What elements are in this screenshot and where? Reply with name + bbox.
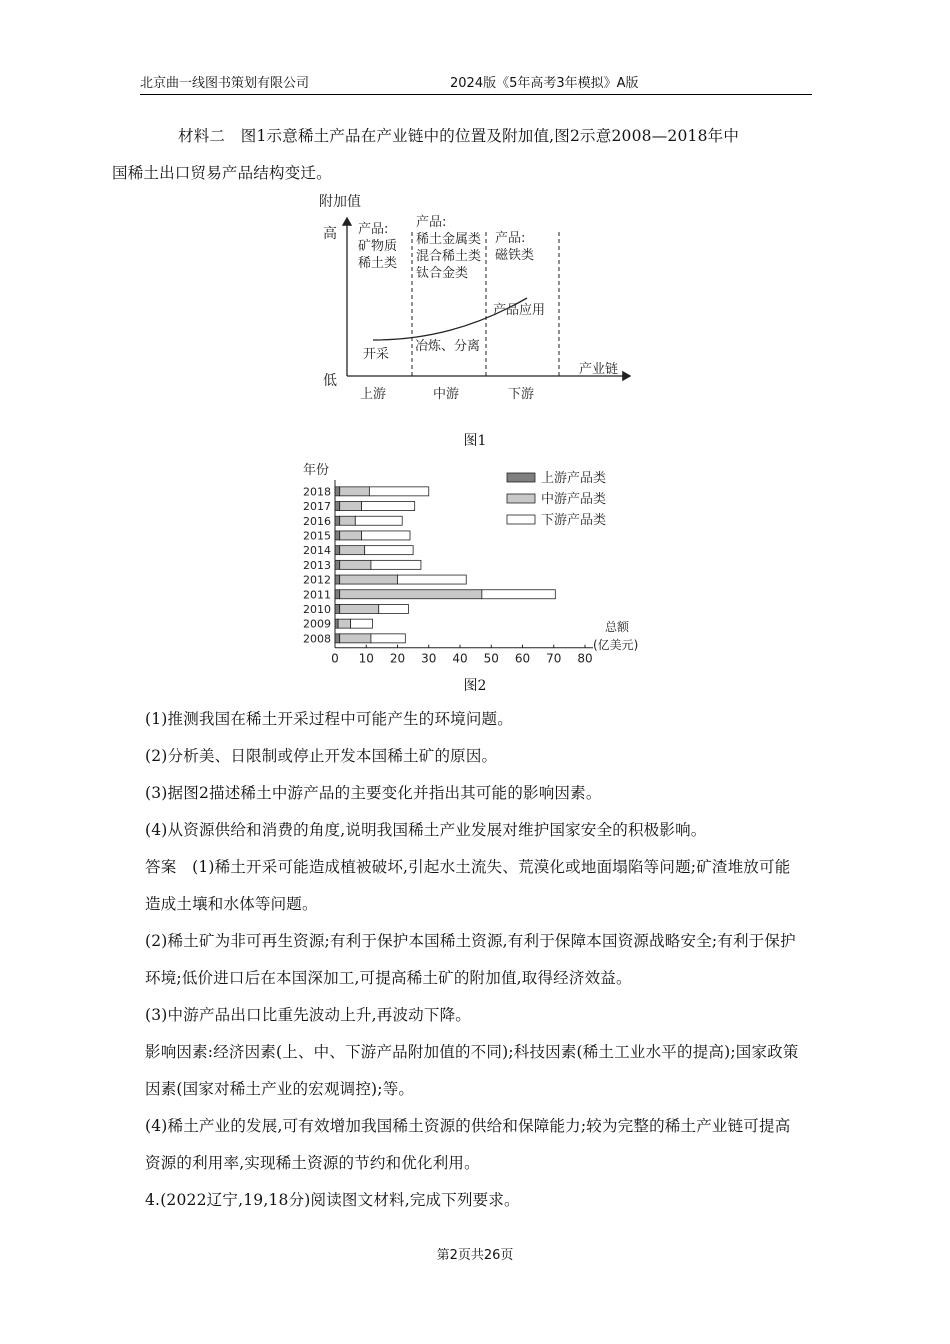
material-line-2: 国稀土出口贸易产品结构变迁。	[112, 164, 332, 182]
fig1-stage-downstream: 下游	[508, 387, 535, 402]
chart-legend	[507, 470, 606, 528]
x-tick-label: 40	[452, 651, 468, 666]
publisher-name: 北京曲一线图书策划有限公司	[140, 76, 310, 91]
bar-segment	[362, 502, 415, 511]
bar-segment	[379, 604, 409, 613]
fig1-up-line: 产品:	[358, 222, 389, 237]
bar-segment	[340, 502, 362, 511]
year-tick-label: 2013	[303, 558, 331, 572]
legend-label: 中游产品类	[541, 492, 607, 507]
year-tick-label: 2008	[303, 632, 331, 646]
answer-4: (4)稀土产业的发展,可有效增加我国稀土资源的供给和保障能力;较为完整的稀土产业链可提高资源的利用率,实现稀土资源的节约和优化利用。	[145, 1117, 791, 1172]
fig1-mid-line: 产品:	[416, 215, 447, 230]
answer-3: (3)中游产品出口比重先波动上升,再波动下降。	[145, 1006, 471, 1024]
fig1-high-label: 高	[323, 226, 337, 242]
x-tick-label: 50	[483, 651, 499, 666]
fig1-midstream-products	[416, 214, 481, 281]
year-tick-label: 2017	[303, 500, 331, 514]
x-tick-label: 70	[546, 651, 562, 666]
year-tick-label: 2015	[303, 529, 331, 543]
page-footer: 第2页共26页	[436, 1248, 514, 1263]
question-4: (4)从资源供给和消费的角度,说明我国稀土产业发展对维护国家安全的积极影响。	[145, 821, 707, 839]
figure-1-industry-chain	[315, 188, 645, 413]
fig1-downstream-products	[495, 230, 534, 263]
answer-3-factors: 影响因素:经济因素(上、中、下游产品附加值的不同);科技因素(稀土工业水平的提高);国家政策因素(国家对稀土产业的宏观调控);等。	[145, 1043, 799, 1098]
fig1-down-line: 产品:	[495, 231, 526, 246]
bar-segment	[340, 560, 371, 569]
legend-label: 下游产品类	[541, 513, 607, 528]
fig1-mid-line: 混合稀土类	[416, 249, 482, 264]
bar-segment	[340, 487, 370, 496]
fig1-application-label: 产品应用	[493, 303, 546, 318]
x-tick-label: 0	[331, 651, 339, 666]
question-2: (2)分析美、日限制或停止开发本国稀土矿的原因。	[145, 747, 498, 765]
fig1-caption: 图1	[463, 433, 487, 449]
legend-label: 上游产品类	[541, 471, 607, 486]
bar-segment	[335, 516, 340, 525]
next-question: 4.(2022辽宁,19,18分)阅读图文材料,完成下列要求。	[145, 1191, 520, 1209]
fig1-y-axis-label: 附加值	[319, 194, 361, 210]
bar-segment	[351, 619, 373, 628]
fig1-stage-midstream: 中游	[433, 387, 460, 402]
fig1-up-line: 矿物质	[358, 239, 398, 254]
bar-segment	[371, 634, 405, 643]
bar-segment	[340, 590, 482, 599]
bar-segment	[335, 590, 340, 599]
material-line-1: 材料二 图1示意稀土产品在产业链中的位置及附加值,图2示意2008—2018年中	[178, 127, 740, 145]
year-tick-label: 2009	[303, 617, 331, 631]
bar-segment	[340, 575, 398, 584]
x-tick-label: 30	[421, 651, 437, 666]
x-tick-label: 10	[358, 651, 374, 666]
answer-2: (2)稀土矿为非可再生资源;有利于保护本国稀土资源,有利于保障本国资源战略安全;有利于保护环境;低价进口后在本国深加工,可提高稀土矿的附加值,取得经济效益。	[145, 932, 796, 987]
fig1-smelting-label: 冶炼、分离	[415, 339, 481, 354]
figure-2-export-chart	[295, 458, 665, 666]
bar-segment	[340, 546, 365, 555]
bar-segment	[365, 546, 413, 555]
bar-segment	[362, 531, 410, 540]
x-tick-label: 60	[514, 651, 531, 666]
fig1-x-axis-label: 产业链	[579, 362, 619, 377]
book-title: 2024版《5年高考3年模拟》A版	[450, 76, 639, 91]
bar-segment	[398, 575, 467, 584]
x-tick-label: 80	[577, 651, 593, 666]
bar-segment	[340, 531, 362, 540]
fig1-up-line: 稀土类	[358, 256, 398, 271]
fig1-mining-label: 开采	[363, 347, 390, 362]
year-tick-label: 2011	[303, 588, 331, 602]
x-tick-label: 20	[389, 651, 406, 666]
chart-x-axis-label-line1: 总额	[605, 620, 630, 634]
fig1-mid-line: 钛合金类	[416, 266, 469, 281]
bar-segment	[338, 619, 351, 628]
fig1-mid-line: 稀土金属类	[416, 232, 482, 247]
material-text	[112, 118, 805, 192]
bar-segment	[369, 487, 428, 496]
fig2-caption: 图2	[463, 678, 487, 694]
bar-segment	[371, 560, 421, 569]
fig1-upstream-products	[358, 221, 397, 271]
question-1: (1)推测我国在稀土开采过程中可能产生的环境问题。	[145, 710, 513, 728]
bar-segment	[482, 590, 555, 599]
chart-bars	[335, 487, 555, 643]
year-tick-label: 2012	[303, 573, 331, 587]
bar-segment	[335, 575, 340, 584]
bar-segment	[335, 502, 340, 511]
year-tick-label: 2014	[303, 544, 331, 558]
bar-segment	[335, 546, 340, 555]
bar-segment	[335, 604, 340, 613]
year-tick-label: 2016	[303, 514, 331, 528]
year-tick-label: 2010	[303, 602, 331, 616]
chart-x-axis-label-line2: (亿美元)	[593, 638, 639, 652]
fig1-stage-upstream: 上游	[360, 387, 387, 402]
bar-segment	[335, 487, 340, 496]
bar-segment	[335, 634, 340, 643]
bar-segment	[335, 531, 340, 540]
year-tick-label: 2018	[303, 485, 331, 499]
question-3: (3)据图2描述稀土中游产品的主要变化并指出其可能的影响因素。	[145, 784, 602, 802]
fig1-low-label: 低	[323, 373, 337, 389]
bar-segment	[355, 516, 402, 525]
bar-segment	[340, 634, 371, 643]
legend-swatch	[507, 473, 535, 482]
questions-block	[145, 701, 805, 1219]
bar-segment	[340, 604, 379, 613]
bar-segment	[340, 516, 356, 525]
legend-swatch	[507, 494, 535, 503]
page-header	[140, 70, 812, 95]
legend-swatch	[507, 515, 535, 524]
answer-1: 答案 (1)稀土开采可能造成植被破坏,引起水土流失、荒漠化或地面塌陷等问题;矿渣堆放可能造成土壤和水体等问题。	[145, 858, 791, 913]
bar-segment	[335, 560, 340, 569]
chart-y-axis-label: 年份	[303, 463, 330, 478]
fig1-down-line: 磁铁类	[495, 248, 535, 263]
